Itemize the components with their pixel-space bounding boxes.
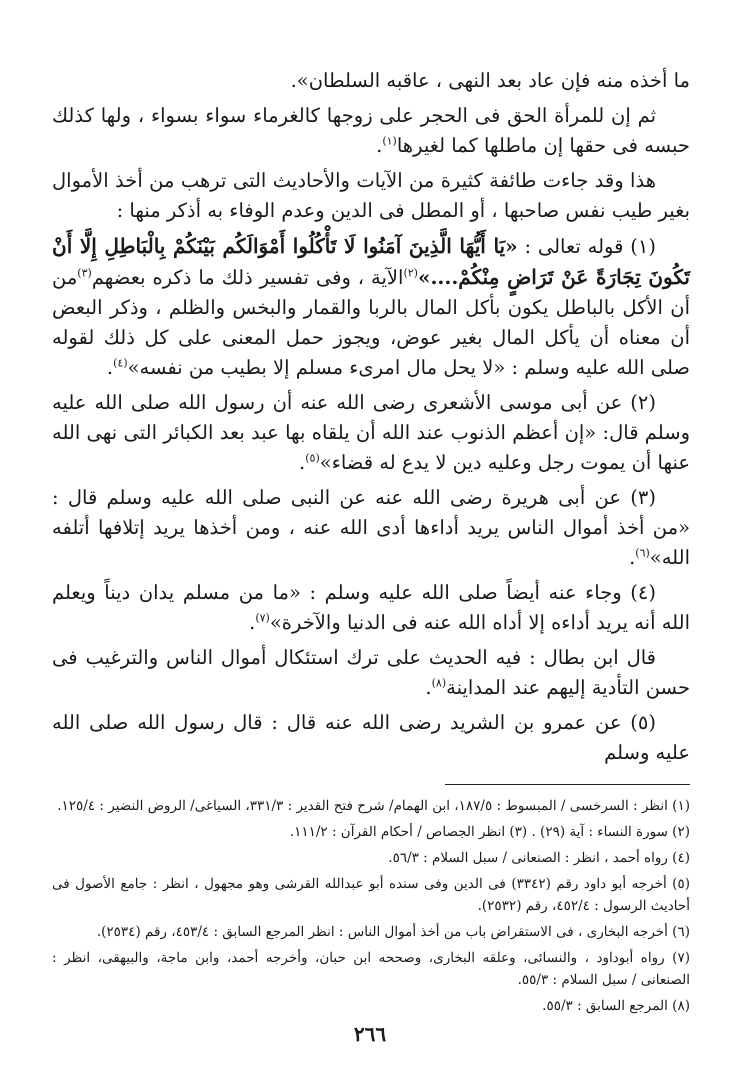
footnote-ref[interactable]: (١): [382, 134, 397, 148]
paragraph-8: قال ابن بطال : فيه الحديث على ترك استئكال أموال الناس والترغيب فى حسن التأدية إليهم عند المداينة$^{(٨)}$.: [52, 646, 690, 699]
footnote-ref[interactable]: (٣): [77, 266, 92, 280]
footnote-separator: [445, 784, 690, 785]
footnote-ref[interactable]: (٤): [113, 356, 128, 370]
paragraph-5: (٢) عن أبى موسى الأشعرى رضى الله عنه أن رسول الله صلى الله عليه وسلم قال: «إن أعظم الذنوب عند الله أن يلقاه بها عبد بعد الكبائر التى نهى الله عنها أن يموت رجل وعليه دين لا يدع له قضاء»$^{(٥)}$.: [52, 391, 690, 474]
footnote-ref[interactable]: (٧): [255, 611, 270, 625]
footnote-6: (٦) أخرجه البخارى ، فى الاستقراض باب من أخذ أموال الناس : انظر المرجع السابق : ٤٥٣/٤، رقم (٢٥٣٤).: [96, 924, 690, 940]
paragraph-9: (٥) عن عمرو بن الشريد رضى الله عنه قال : قال رسول الله صلى الله عليه وسلم: [52, 711, 690, 764]
paragraph-3: هذا وقد جاءت طائفة كثيرة من الآيات والأحاديث التى ترهب من أخذ الأموال بغير طيب نفس صاحبها ، أو المطل فى الدين وعدم الوفاء به أذكر منها :: [52, 169, 690, 222]
footnote-ref[interactable]: (٢): [403, 266, 418, 280]
paragraph-1: ما أخذه منه فإن عاد بعد النهى ، عاقبه السلطان».: [290, 69, 690, 92]
footnote-8: (٨) المرجع السابق : ٥٥/٣.: [542, 998, 690, 1014]
paragraph-4: (١) قوله تعالى : «يَا أَيُّهَا الَّذِينَ آمَنُوا لَا تَأْكُلُوا أَمْوَالَكُم بَيْنَكُمْ بِالْبَاطِلِ إِلَّا أَنْ تَكُونَ تِجَارَةً عَنْ تَرَاضٍ مِنْكُمْ....»$^{(٢)}$الآية ، وفى تفسير ذلك ما ذكره بعضهم$^{(٣)}$من أن الأكل بالباطل يكون بأكل المال بالربا والقمار والبخس والظلم ، وذكر البعض أن معناه أن يأكل المال بغير عوض، ويجوز حمل المعنى على كل ذلك لقوله صلى الله عليه وسلم : «لا يحل مال امرىء مسلم إلا بطيب من نفسه»$^{(٤)}$.: [52, 234, 691, 379]
paragraph-2: ثم إن للمرأة الحق فى الحجر على زوجها كالغرماء سواء بسواء ، ولها كذلك حبسه فى حقها إن ماطلها كما لغيرها$^{(١)}$.: [52, 104, 690, 157]
page: [52, 66, 690, 1078]
quran-verse: «يَا أَيُّهَا الَّذِينَ آمَنُوا لَا تَأْكُلُوا أَمْوَالَكُم بَيْنَكُمْ بِالْبَاطِلِ إِلَّا أَنْ تَكُونَ تِجَارَةً عَنْ تَرَاضٍ مِنْكُمْ....»: [52, 234, 691, 289]
footnote-4: (٤) رواه أحمد ، انظر : الصنعانى / سبل السلام : ٥٦/٣.: [388, 850, 690, 866]
footnote-1: (١) انظر : السرخسى / المبسوط : ١٨٧/٥، ابن الهمام/ شرح فتح القدير : ٣٣١/٣، السياغى/ الروض النضير : ١٢٥/٤.: [57, 798, 690, 814]
footnote-ref[interactable]: (٥): [305, 451, 320, 465]
footnote-ref[interactable]: (٨): [431, 676, 447, 690]
footnote-2-3: (٢) سورة النساء : آية (٢٩) . (٣) انظر الجصاص / أحكام القرآن : ١١١/٢.: [289, 824, 690, 840]
main-text: [52, 66, 690, 768]
page-number: ٢٦٦: [353, 1022, 387, 1046]
footnote-7: (٧) رواه أبوداود ، والنسائى، وعلقه البخارى، وصححه ابن حبان، وأخرجه أحمد، وابن ماجة، والبيهقى، انظر : الصنعانى / سبل السلام : ٥٥/٣.: [52, 950, 690, 988]
footnotes: [52, 795, 690, 1017]
paragraph-6: (٣) عن أبى هريرة رضى الله عنه عن النبى صلى الله عليه وسلم قال : «من أخذ أموال الناس يريد أداءها أدى الله عنه ، ومن أخذها يريد إتلافها أتلفه الله»$^{(٦)}$.: [52, 486, 690, 569]
paragraph-7: (٤) وجاء عنه أيضاً صلى الله عليه وسلم : «ما من مسلم يدان ديناً ويعلم الله أنه يريد أداءه إلا أداه الله عنه فى الدنيا والآخرة»$^{(٧)}$.: [52, 581, 690, 634]
footnote-5: (٥) أخرجه أبو داود رقم (٣٣٤٢) فى الدين وفى سنده أبو عبدالله القرشى وهو مجهول ، انظر : جامع الأصول فى أحاديث الرسول : ٤٥٢/٤، رقم (٢٥٣٢).: [52, 876, 690, 914]
footnote-ref[interactable]: (٦): [635, 546, 650, 560]
